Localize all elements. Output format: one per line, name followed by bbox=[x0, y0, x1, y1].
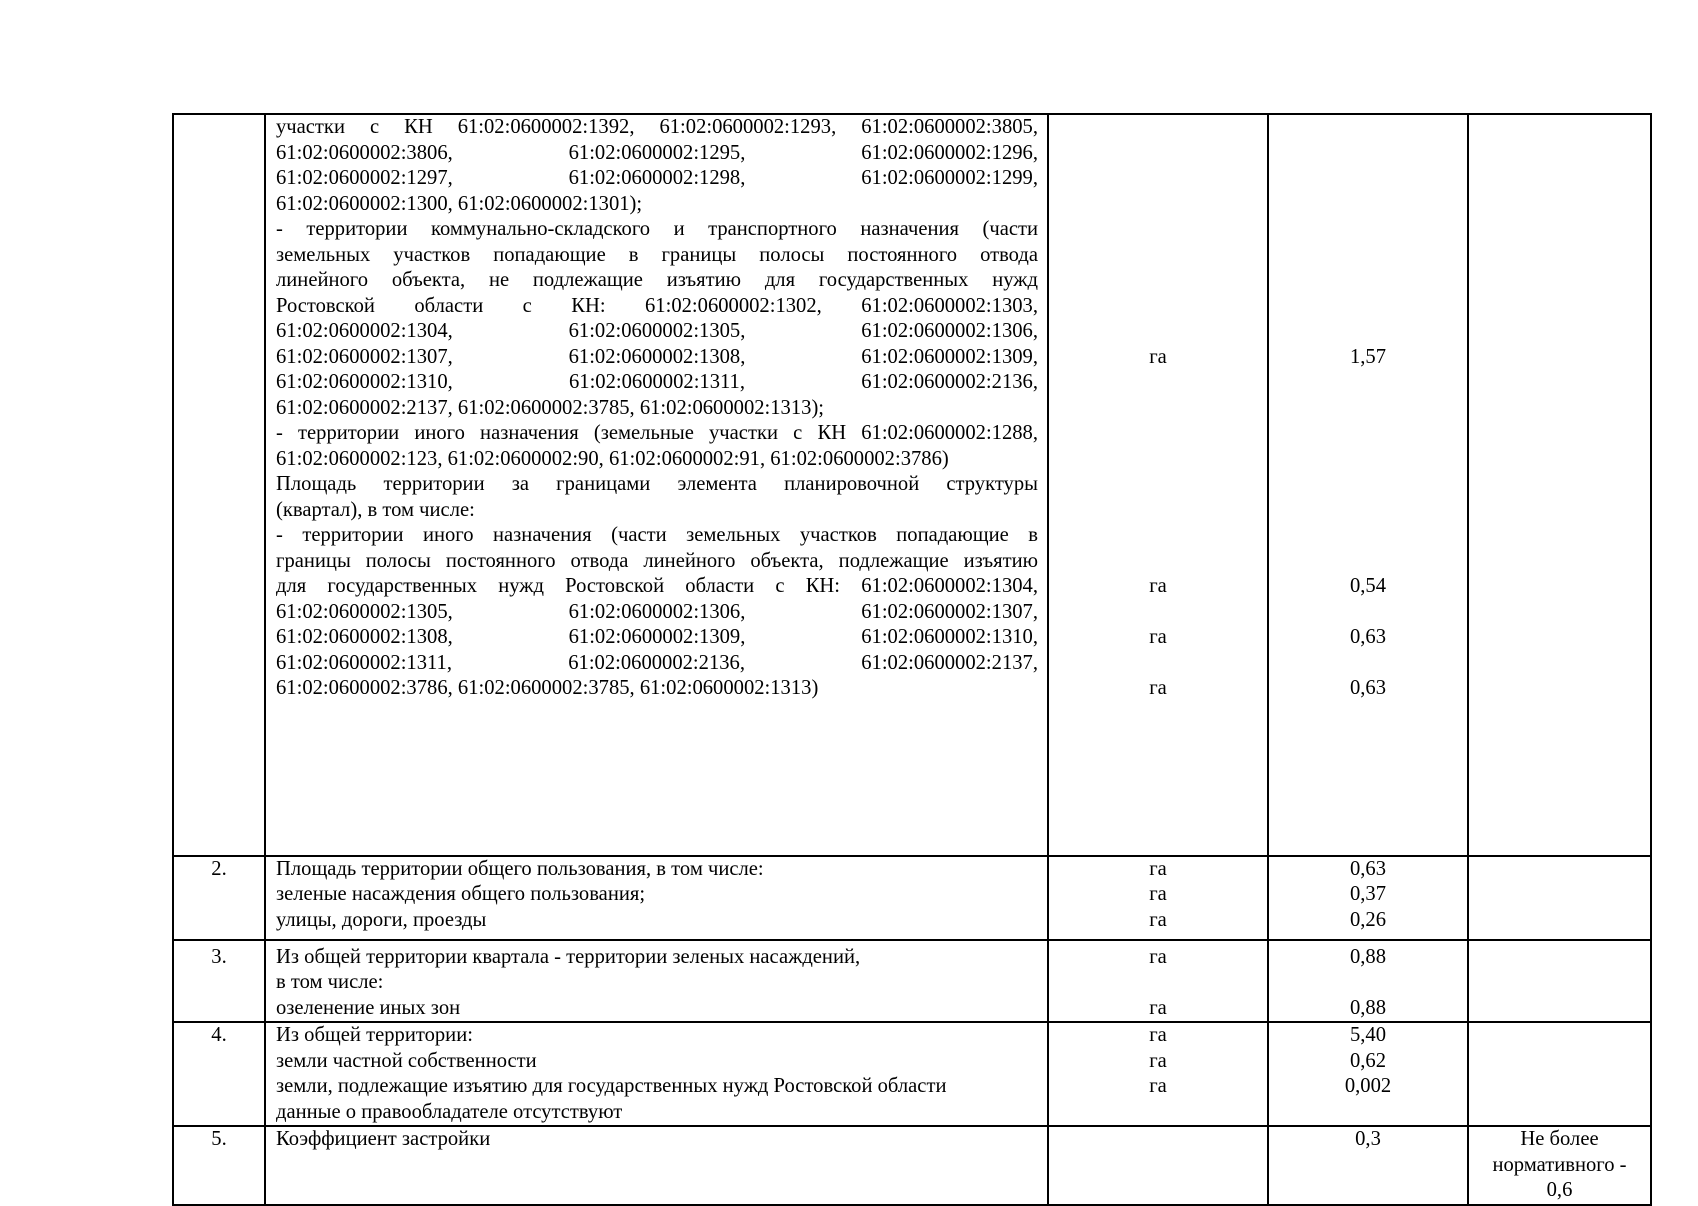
paragraph bbox=[276, 421, 1038, 472]
cell-text-line bbox=[1269, 421, 1467, 447]
description-cell bbox=[265, 856, 1048, 940]
cell-text-line bbox=[1269, 829, 1467, 855]
text-line: - территории коммунально-складского и транспортного назначения (части bbox=[276, 218, 1038, 240]
cell-text-line: 0,54 bbox=[1349, 575, 1387, 597]
cell-text-line bbox=[1049, 600, 1267, 626]
paragraph bbox=[276, 523, 1038, 702]
cell-text-line bbox=[1049, 970, 1267, 996]
value-cell bbox=[1268, 856, 1468, 940]
cell-text-line bbox=[1049, 294, 1267, 320]
indicators-table bbox=[172, 113, 1652, 1206]
text-line: линейного объекта, не подлежащие изъятию для государственных нужд bbox=[276, 269, 1038, 291]
table-row bbox=[173, 114, 1651, 856]
cell-text-line bbox=[1049, 753, 1267, 779]
cell-text-line bbox=[1269, 970, 1467, 996]
note-cell bbox=[1468, 1126, 1651, 1205]
text-line: - территории иного назначения (земельные участки с КН 61:02:0600002:1288, bbox=[276, 422, 1038, 444]
cell-text-line bbox=[1049, 727, 1267, 753]
unit-cell bbox=[1048, 114, 1268, 856]
row-number: 5. bbox=[211, 1128, 227, 1150]
cell-text-line: га bbox=[1149, 996, 1167, 1019]
cell-text-line: в том числе: bbox=[276, 971, 384, 993]
row-number-cell bbox=[173, 114, 265, 856]
cell-text-line bbox=[1049, 778, 1267, 804]
cell-text-line: 0,37 bbox=[1349, 883, 1387, 905]
cell-text-line bbox=[1269, 447, 1467, 473]
cell-text-line: данные о правообладателе отсутствуют bbox=[276, 1100, 623, 1123]
text-line: 61:02:0600002:1297, 61:02:0600002:1298, 61:02:0600002:1299, bbox=[276, 167, 1038, 189]
cell-text-line: га bbox=[1149, 883, 1167, 905]
description-cell bbox=[265, 1022, 1048, 1126]
cell-text-line bbox=[1269, 370, 1467, 396]
table-row bbox=[173, 1126, 1651, 1205]
cell-text-line bbox=[1049, 192, 1267, 218]
cell-text-line: земли, подлежащие изъятию для государственных нужд Ростовской области bbox=[276, 1075, 947, 1097]
table-row bbox=[173, 1022, 1651, 1126]
cell-text-line bbox=[1049, 166, 1267, 192]
cell-text-line: 0,63 bbox=[1349, 677, 1387, 699]
cell-text-line: 0,002 bbox=[1344, 1075, 1392, 1097]
cell-text-line bbox=[1269, 294, 1467, 320]
row-number-cell bbox=[173, 856, 265, 940]
paragraph bbox=[276, 115, 1038, 217]
row-number: 2. bbox=[211, 857, 227, 880]
cell-text-line: 0,88 bbox=[1349, 945, 1387, 968]
cell-text-line bbox=[1049, 523, 1267, 549]
cell-text-line bbox=[1049, 268, 1267, 294]
cell-text-line bbox=[1269, 727, 1467, 753]
text-line: границы полосы постоянного отвода линейного объекта, подлежащие изъятию bbox=[276, 549, 1038, 572]
text-line: 61:02:0600002:2137, 61:02:0600002:3785, 61:02:0600002:1313); bbox=[276, 396, 825, 419]
text-line: 61:02:0600002:1300, 61:02:0600002:1301); bbox=[276, 192, 643, 215]
cell-text-line bbox=[1049, 115, 1267, 141]
description-cell bbox=[265, 1126, 1048, 1205]
text-line: 61:02:0600002:1305, 61:02:0600002:1306, 61:02:0600002:1307, bbox=[276, 600, 1038, 623]
cell-text-line bbox=[1269, 702, 1467, 728]
unit-cell bbox=[1048, 940, 1268, 1023]
text-line: 61:02:0600002:1304, 61:02:0600002:1305, 61:02:0600002:1306, bbox=[276, 320, 1038, 342]
document-page bbox=[172, 113, 1650, 1206]
unit-cell bbox=[1048, 856, 1268, 940]
description-cell bbox=[265, 114, 1048, 856]
cell-text-line bbox=[1269, 243, 1467, 269]
cell-text-line: га bbox=[1149, 345, 1167, 368]
text-line: 61:02:0600002:1311, 61:02:0600002:2136, 61:02:0600002:2137, bbox=[276, 651, 1038, 674]
text-line: участки с КН 61:02:0600002:1392, 61:02:0600002:1293, 61:02:0600002:3805, bbox=[276, 116, 1038, 138]
cell-text-line bbox=[1049, 217, 1267, 243]
cell-text-line bbox=[1049, 651, 1267, 677]
cell-text-line: га bbox=[1149, 575, 1167, 597]
cell-text-line: 0,88 bbox=[1349, 996, 1387, 1019]
cell-text-line: улицы, дороги, проезды bbox=[276, 908, 487, 931]
cell-text-line: га bbox=[1149, 945, 1167, 968]
cell-text-line bbox=[1269, 753, 1467, 779]
cell-text-line: зеленые насаждения общего пользования; bbox=[276, 883, 646, 905]
cell-text-line bbox=[1269, 141, 1467, 167]
cell-text-line bbox=[1269, 498, 1467, 524]
cell-text-line bbox=[1049, 447, 1267, 473]
text-line: - территории иного назначения (части земельных участков попадающие в bbox=[276, 524, 1038, 546]
value-cell bbox=[1268, 114, 1468, 856]
text-line: 61:02:0600002:1308, 61:02:0600002:1309, 61:02:0600002:1310, bbox=[276, 626, 1038, 648]
cell-text-line: га bbox=[1149, 626, 1167, 648]
cell-text-line: га bbox=[1149, 1024, 1167, 1046]
cell-text-line bbox=[1269, 472, 1467, 498]
text-line: земельных участков попадающие в границы полосы постоянного отвода bbox=[276, 243, 1038, 266]
cell-text-line bbox=[1049, 702, 1267, 728]
cell-text-line bbox=[1269, 651, 1467, 677]
cell-text-line bbox=[1269, 778, 1467, 804]
text-line: Ростовской области с КН: 61:02:0600002:1302, 61:02:0600002:1303, bbox=[276, 294, 1038, 317]
cell-text-line bbox=[1049, 498, 1267, 524]
cell-text-line bbox=[1049, 243, 1267, 269]
cell-text-line bbox=[1269, 115, 1467, 141]
cell-text-line bbox=[1049, 829, 1267, 855]
cell-text-line bbox=[1269, 166, 1467, 192]
value-cell bbox=[1268, 940, 1468, 1023]
cell-text-line: Из общей территории квартала - территории зеленых насаждений, bbox=[276, 945, 861, 968]
cell-text-line bbox=[1269, 268, 1467, 294]
cell-text-line bbox=[1049, 472, 1267, 498]
text-line: 61:02:0600002:3806, 61:02:0600002:1295, 61:02:0600002:1296, bbox=[276, 141, 1038, 164]
cell-text-line bbox=[1269, 549, 1467, 575]
text-line: 61:02:0600002:1310, 61:02:0600002:1311, 61:02:0600002:2136, bbox=[276, 371, 1038, 393]
note-cell bbox=[1468, 1022, 1651, 1126]
cell-text-line bbox=[1269, 600, 1467, 626]
row-number: 4. bbox=[211, 1024, 227, 1046]
value-cell bbox=[1268, 1126, 1468, 1205]
cell-text-line: земли частной собственности bbox=[276, 1049, 537, 1072]
text-line: (квартал), в том числе: bbox=[276, 498, 475, 521]
row-number-cell bbox=[173, 1126, 265, 1205]
cell-text-line: га bbox=[1149, 1075, 1167, 1097]
cell-text-line bbox=[1269, 804, 1467, 830]
cell-text-line bbox=[1269, 396, 1467, 422]
cell-text-line: озеленение иных зон bbox=[276, 996, 461, 1019]
cell-text-line: 1,57 bbox=[1349, 345, 1387, 368]
cell-text-line: 0,62 bbox=[1349, 1049, 1387, 1072]
text-line: 61:02:0600002:3786, 61:02:0600002:3785, 61:02:0600002:1313) bbox=[276, 677, 819, 699]
cell-text-line bbox=[1269, 319, 1467, 345]
note-cell bbox=[1468, 114, 1651, 856]
cell-text-line bbox=[1049, 1100, 1267, 1126]
table-row bbox=[173, 856, 1651, 940]
cell-text-line bbox=[1049, 319, 1267, 345]
row-number-cell bbox=[173, 940, 265, 1023]
cell-text-line: Не более bbox=[1520, 1128, 1599, 1150]
paragraph bbox=[276, 217, 1038, 421]
cell-text-line bbox=[1049, 1127, 1267, 1153]
cell-text-line: 5,40 bbox=[1349, 1024, 1387, 1046]
text-line: для государственных нужд Ростовской области с КН: 61:02:0600002:1304, bbox=[276, 575, 1038, 597]
cell-text-line: 0,6 bbox=[1546, 1179, 1573, 1201]
table-row bbox=[173, 940, 1651, 1023]
table-body bbox=[173, 114, 1651, 1205]
cell-text-line bbox=[1269, 217, 1467, 243]
cell-text-line bbox=[1269, 523, 1467, 549]
cell-text-line: га bbox=[1149, 857, 1167, 880]
note-cell bbox=[1468, 940, 1651, 1023]
cell-text-line: га bbox=[1149, 677, 1167, 699]
cell-text-line: 0,63 bbox=[1349, 857, 1387, 880]
cell-text-line bbox=[1049, 370, 1267, 396]
paragraph bbox=[276, 472, 1038, 523]
cell-text-line bbox=[1269, 192, 1467, 218]
cell-text-line bbox=[1049, 804, 1267, 830]
cell-text-line: Коэффициент застройки bbox=[276, 1128, 491, 1150]
row-number: 3. bbox=[211, 945, 227, 968]
cell-text-line: Площадь территории общего пользования, в том числе: bbox=[276, 857, 764, 880]
unit-cell bbox=[1048, 1126, 1268, 1205]
cell-text-line: га bbox=[1149, 1049, 1167, 1072]
cell-text-line: нормативного - bbox=[1492, 1153, 1627, 1176]
cell-text-line bbox=[1049, 141, 1267, 167]
cell-text-line: 0,26 bbox=[1349, 908, 1387, 931]
cell-text-line bbox=[1049, 396, 1267, 422]
cell-text-line: 0,3 bbox=[1355, 1128, 1381, 1150]
description-cell bbox=[265, 940, 1048, 1023]
text-line: 61:02:0600002:123, 61:02:0600002:90, 61:02:0600002:91, 61:02:0600002:3786) bbox=[276, 447, 949, 470]
unit-cell bbox=[1048, 1022, 1268, 1126]
cell-text-line: 0,63 bbox=[1349, 626, 1387, 648]
note-cell bbox=[1468, 856, 1651, 940]
text-line: Площадь территории за границами элемента планировочной структуры bbox=[276, 473, 1038, 495]
cell-text-line bbox=[1049, 549, 1267, 575]
text-line: 61:02:0600002:1307, 61:02:0600002:1308, 61:02:0600002:1309, bbox=[276, 345, 1038, 368]
value-cell bbox=[1268, 1022, 1468, 1126]
row-number-cell bbox=[173, 1022, 265, 1126]
cell-text-line bbox=[1049, 421, 1267, 447]
cell-text-line: Из общей территории: bbox=[276, 1024, 473, 1046]
cell-text-line bbox=[1269, 1100, 1467, 1126]
cell-text-line: га bbox=[1149, 908, 1167, 931]
